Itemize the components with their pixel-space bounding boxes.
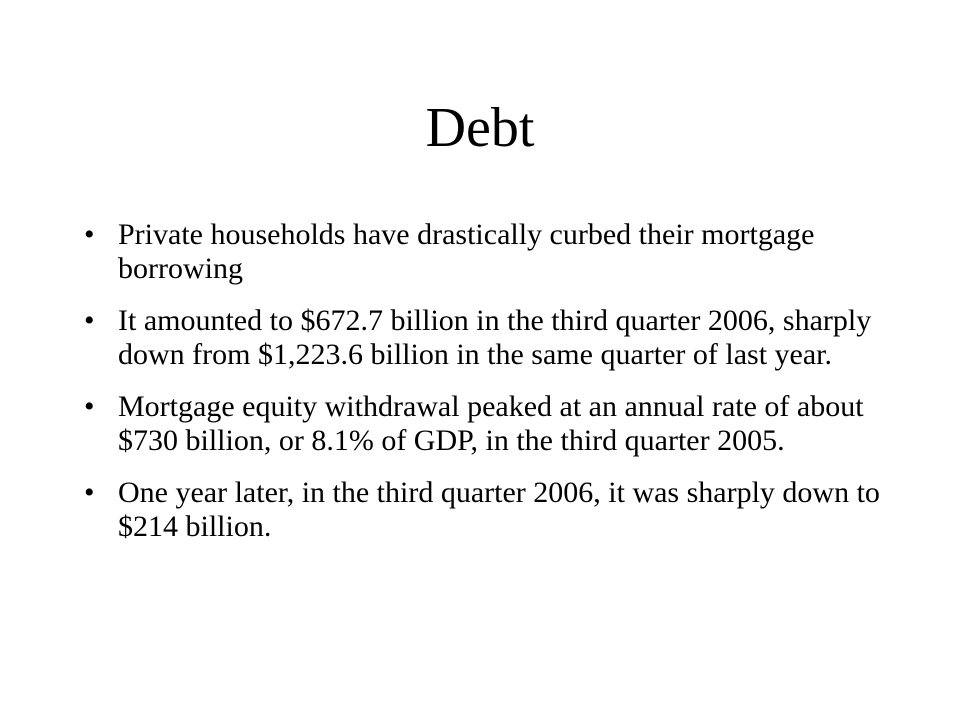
bullet-item (84, 390, 884, 458)
bullet-text: It amounted to $672.7 billion in the third quarter 2006, sharply down from $1,223.6 billion in the same quarter of last year. (118, 304, 872, 371)
bullet-marker: • (84, 390, 95, 423)
slide-title: Debt (425, 97, 535, 159)
bullet-text: Private households have drastically curbed their mortgage borrowing (118, 218, 815, 285)
bullet-text: Mortgage equity withdrawal peaked at an annual rate of about $730 billion, or 8.1% of GDP, in the third quarter 2005. (118, 390, 864, 457)
bullet-item (84, 218, 884, 286)
bullet-marker: • (84, 304, 95, 337)
bullet-item (84, 476, 884, 544)
bullet-marker: • (84, 476, 95, 509)
bullet-marker: • (84, 218, 95, 251)
bullet-item (84, 304, 884, 372)
bullet-text: One year later, in the third quarter 2006, it was sharply down to $214 billion. (118, 476, 880, 543)
bullet-list (84, 218, 884, 562)
